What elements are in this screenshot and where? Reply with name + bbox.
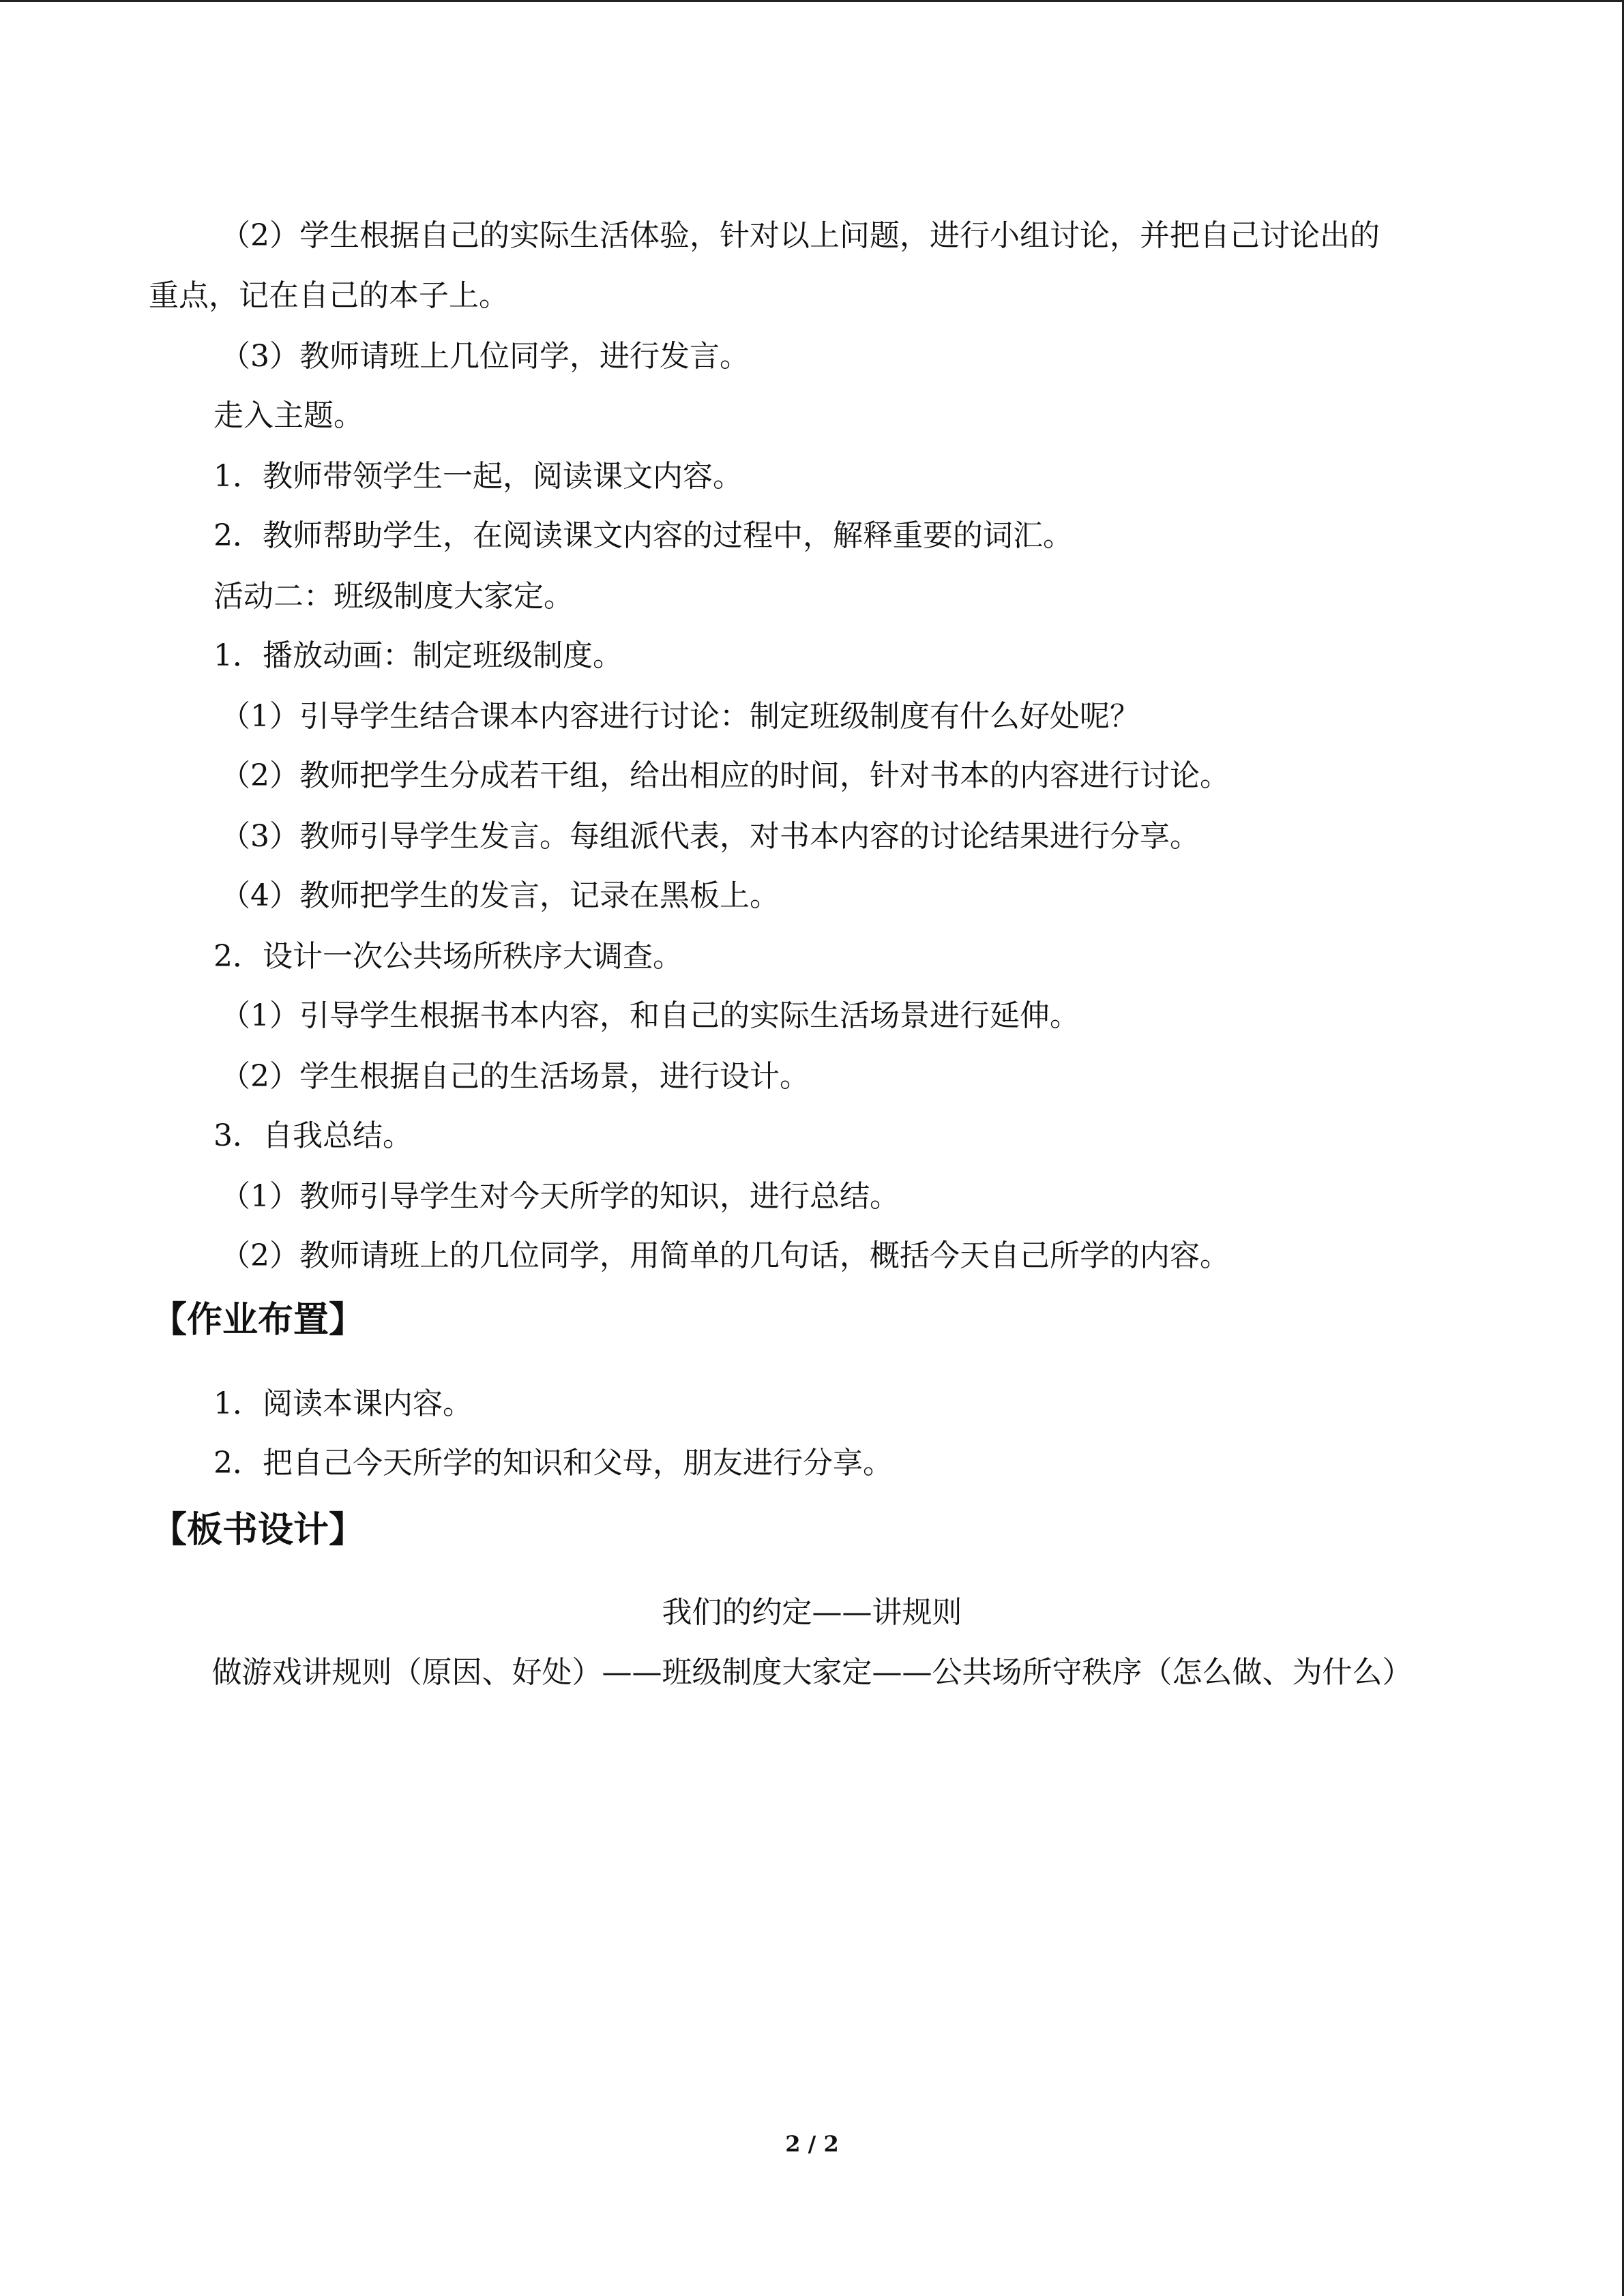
page-number: 2 / 2 [785, 2131, 839, 2157]
homework-item: 1．阅读本课内容。 [213, 1386, 473, 1421]
paragraph-line: （1）教师引导学生对今天所学的知识，进行总结。 [220, 1179, 900, 1214]
paragraph-line: （2）教师把学生分成若干组，给出相应的时间，针对书本的内容进行讨论。 [220, 758, 1230, 793]
paragraph-line: （2）学生根据自己的实际生活体验，针对以上问题，进行小组讨论，并把自己讨论出的 [220, 218, 1380, 253]
paragraph-line: 1．教师带领学生一起，阅读课文内容。 [213, 459, 743, 494]
paragraph-line: （3）教师请班上几位同学，进行发言。 [220, 339, 750, 374]
paragraph-line: 活动二：班级制度大家定。 [213, 579, 574, 614]
homework-item: 2．把自己今天所学的知识和父母，朋友进行分享。 [213, 1446, 893, 1480]
board-flow: 做游戏讲规则（原因、好处）——班级制度大家定——公共场所守秩序（怎么做、为什么） [211, 1655, 1413, 1690]
paragraph-line: （1）引导学生根据书本内容，和自己的实际生活场景进行延伸。 [220, 998, 1080, 1033]
board-title: 我们的约定——讲规则 [662, 1595, 962, 1630]
paragraph-line: 重点，记在自己的本子上。 [149, 278, 509, 313]
paragraph-line: 2．教师帮助学生，在阅读课文内容的过程中，解释重要的词汇。 [213, 518, 1073, 553]
board-heading: 【板书设计】 [151, 1510, 365, 1551]
paragraph-line: （2）学生根据自己的生活场景，进行设计。 [220, 1059, 810, 1094]
paragraph-line: （3）教师引导学生发言。每组派代表，对书本内容的讨论结果进行分享。 [220, 819, 1200, 854]
paragraph-line: 3．自我总结。 [213, 1118, 413, 1153]
paragraph-line: 1．播放动画：制定班级制度。 [213, 638, 623, 673]
paragraph-line: （2）教师请班上的几位同学，用简单的几句话，概括今天自己所学的内容。 [220, 1238, 1230, 1273]
paragraph-line: （1）引导学生结合课本内容进行讨论：制定班级制度有什么好处呢？ [220, 699, 1140, 734]
homework-heading: 【作业布置】 [151, 1300, 365, 1341]
paragraph-line: （4）教师把学生的发言，记录在黑板上。 [220, 878, 780, 913]
paragraph-line: 2．设计一次公共场所秩序大调查。 [213, 939, 683, 974]
paragraph-line: 走入主题。 [213, 398, 364, 433]
